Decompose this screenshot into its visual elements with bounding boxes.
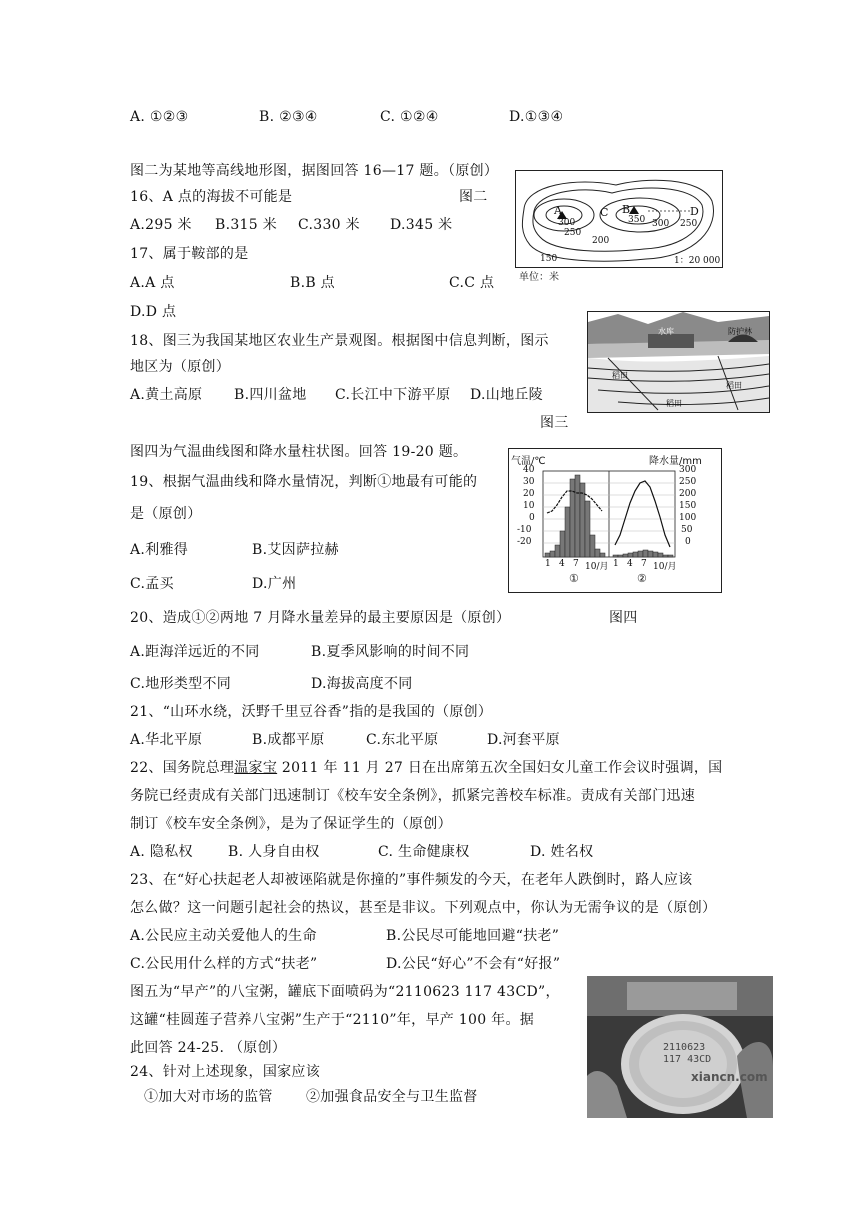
- option-c: C.C 点: [449, 275, 495, 291]
- temp-tick: 0: [529, 513, 535, 523]
- question-24: 24、针对上述现象，国家应该: [130, 1064, 321, 1080]
- intro-24-25-line1: 图五为“早产”的八宝粥，罐底下面喷码为“2110623 117 43CD”，: [130, 984, 560, 1000]
- point-b-label: B: [622, 203, 631, 216]
- point-a-label: A: [554, 204, 562, 217]
- option-1: ①加大对市场的监管: [144, 1089, 273, 1105]
- option-2: ②加强食品安全与卫生监督: [306, 1089, 478, 1105]
- question-22-line1: [130, 759, 722, 777]
- option-d: D.河套平原: [487, 732, 560, 748]
- question-18-line1: 18、图三为我国某地区农业生产景观图。根据图中信息判断，图示: [130, 333, 549, 349]
- paddy-label: 稻田: [612, 371, 628, 380]
- option-c: C. 生命健康权: [378, 844, 470, 860]
- point-d-label: D: [690, 205, 699, 218]
- question-23-line1: 23、在“好心扶起老人却被诬陷就是你撞的”事件频发的今天，在老年人跌倒时，路人应该: [130, 872, 693, 888]
- option-a: A.295 米: [130, 217, 192, 233]
- option-b: B.夏季风影响的时间不同: [311, 644, 470, 660]
- temp-tick: 20: [523, 489, 535, 499]
- question-18-line2: 地区为（原创）: [130, 359, 231, 375]
- month-tick: 10/月: [653, 562, 677, 572]
- paddy-label: 稻田: [666, 399, 682, 408]
- question-21: 21、“山环水绕，沃野千里豆谷香”指的是我国的（原创）: [130, 704, 493, 720]
- option-a: A. ①②③: [130, 109, 189, 125]
- temp-tick: 40: [523, 465, 535, 475]
- option-d: D.345 米: [390, 217, 453, 233]
- contour-label: 350: [628, 215, 646, 225]
- month-tick: 1: [545, 559, 551, 569]
- option-d: D. 姓名权: [530, 844, 594, 860]
- option-c: C.330 米: [298, 217, 360, 233]
- option-d: D.公民“好心”不会有“好报”: [386, 956, 561, 972]
- question-19-line1: 19、根据气温曲线和降水量情况，判断①地最有可能的: [130, 474, 478, 490]
- peak-b-icon: [629, 206, 639, 214]
- temp-tick: 30: [523, 477, 535, 487]
- month-tick: 7: [641, 559, 647, 569]
- contour-label: 250: [564, 228, 582, 238]
- contour-map-figure: [515, 170, 723, 268]
- contour-label: 300: [652, 219, 670, 229]
- month-tick: 10/月: [585, 562, 609, 572]
- month-tick: 4: [627, 559, 633, 569]
- month-tick: 1: [613, 559, 619, 569]
- farm-landscape-figure: [587, 311, 770, 413]
- precip-tick: 100: [679, 513, 697, 523]
- temp-tick: -10: [517, 525, 532, 535]
- scale-label: 1：20 000: [674, 256, 721, 266]
- contour-label: 300: [558, 218, 576, 228]
- can-code-line2: 117 43CD: [663, 1054, 712, 1065]
- question-19-line2: 是（原创）: [130, 506, 202, 522]
- option-b: B. ②③④: [259, 109, 318, 125]
- congee-can-photo: [587, 976, 773, 1118]
- option-b: B.艾因萨拉赫: [252, 542, 339, 558]
- temp-tick: -20: [517, 537, 532, 547]
- watermark-text: xiancn.com: [691, 1070, 768, 1084]
- question-22-line2: 务院已经责成有关部门迅速制订《校车安全条例》，抓紧完善校车标准。责成有关部门迅速: [130, 788, 695, 804]
- option-c: C.公民用什么样的方式“扶老”: [130, 956, 318, 972]
- unit-label: 单位：米: [519, 272, 559, 283]
- shelterbelt-label: 防护林: [728, 327, 752, 336]
- question-16: 16、A 点的海拔不可能是: [130, 189, 293, 205]
- contour-label: 200: [592, 236, 610, 246]
- option-a: A.利雅得: [130, 542, 189, 558]
- station-1-label: ①: [569, 572, 579, 585]
- option-c: C.地形类型不同: [130, 676, 232, 692]
- paddy-label: 稻田: [726, 381, 742, 390]
- option-d: D.D 点: [130, 304, 177, 320]
- option-c: C. ①②④: [380, 109, 439, 125]
- precip-tick: 250: [679, 477, 697, 487]
- temperature-axis-title: 气温/℃: [511, 456, 546, 467]
- option-a: A.公民应主动关爱他人的生命: [130, 928, 317, 944]
- climate-charts-figure: [508, 448, 722, 593]
- precip-tick: 50: [681, 525, 693, 535]
- question-22-suffix: 2011 年 11 月 27 日在出席第五次全国妇女儿童工作会议时强调，国: [277, 760, 723, 776]
- precip-tick: 300: [679, 465, 697, 475]
- precip-tick: 150: [679, 501, 697, 511]
- option-a: A.距海洋远近的不同: [130, 644, 260, 660]
- intro-19-20: 图四为气温曲线图和降水量柱状图。回答 19-20 题。: [130, 444, 468, 460]
- can-code-line1: 2110623: [663, 1042, 706, 1053]
- option-c: C.长江中下游平原: [335, 387, 451, 403]
- name-link[interactable]: 温家宝: [234, 760, 278, 776]
- option-b: B.成都平原: [252, 732, 325, 748]
- option-b: B.315 米: [215, 217, 278, 233]
- question-22-prefix: 22、国务院总理: [130, 760, 235, 776]
- option-a: A. 隐私权: [130, 844, 193, 860]
- intro-24-25-line2: 这罐“桂圆莲子营养八宝粥”生产于“2110”年，早产 100 年。据: [130, 1012, 535, 1028]
- option-a: A.黄土高原: [130, 387, 203, 403]
- option-a: A.A 点: [130, 275, 175, 291]
- option-b: B. 人身自由权: [228, 844, 320, 860]
- option-d: D.广州: [252, 576, 297, 592]
- option-d: D.①③④: [509, 109, 564, 125]
- station-2-label: ②: [637, 572, 647, 585]
- option-c: C.孟买: [130, 576, 174, 592]
- intro-24-25-line3: 此回答 24-25. （原创）: [130, 1040, 287, 1056]
- option-c: C.东北平原: [366, 732, 439, 748]
- contour-label: 250: [680, 219, 698, 229]
- figure-4-label: 图四: [609, 610, 638, 626]
- question-23-line2: 怎么做？这一问题引起社会的热议，甚至是非议。下列观点中，你认为无需争议的是（原创）: [130, 900, 717, 916]
- temp-tick: 10: [523, 501, 535, 511]
- question-22-line3: 制订《校车安全条例》，是为了保证学生的（原创）: [130, 816, 452, 832]
- figure-3-label: 图三: [540, 415, 569, 431]
- option-a: A.华北平原: [130, 732, 203, 748]
- option-b: B.B 点: [290, 275, 335, 291]
- reservoir-label: 水库: [658, 327, 674, 336]
- option-d: D.海拔高度不同: [311, 676, 413, 692]
- month-tick: 7: [573, 559, 579, 569]
- option-d: D.山地丘陵: [470, 387, 543, 403]
- month-tick: 4: [559, 559, 565, 569]
- precip-tick: 0: [685, 537, 691, 547]
- question-17: 17、属于鞍部的是: [130, 246, 249, 262]
- option-b: B.公民尽可能地回避“扶老”: [386, 928, 560, 944]
- figure-2-label: 图二: [459, 189, 488, 205]
- contour-label: 150: [540, 254, 558, 264]
- precipitation-axis-title: 降水量/mm: [649, 456, 702, 467]
- option-b: B.四川盆地: [234, 387, 307, 403]
- intro-16-17: 图二为某地等高线地形图，据图回答 16—17 题。（原创）: [130, 163, 499, 179]
- point-c-label: C: [600, 206, 609, 219]
- question-20: 20、造成①②两地 7 月降水量差异的最主要原因是（原创）: [130, 610, 511, 626]
- precip-tick: 200: [679, 489, 697, 499]
